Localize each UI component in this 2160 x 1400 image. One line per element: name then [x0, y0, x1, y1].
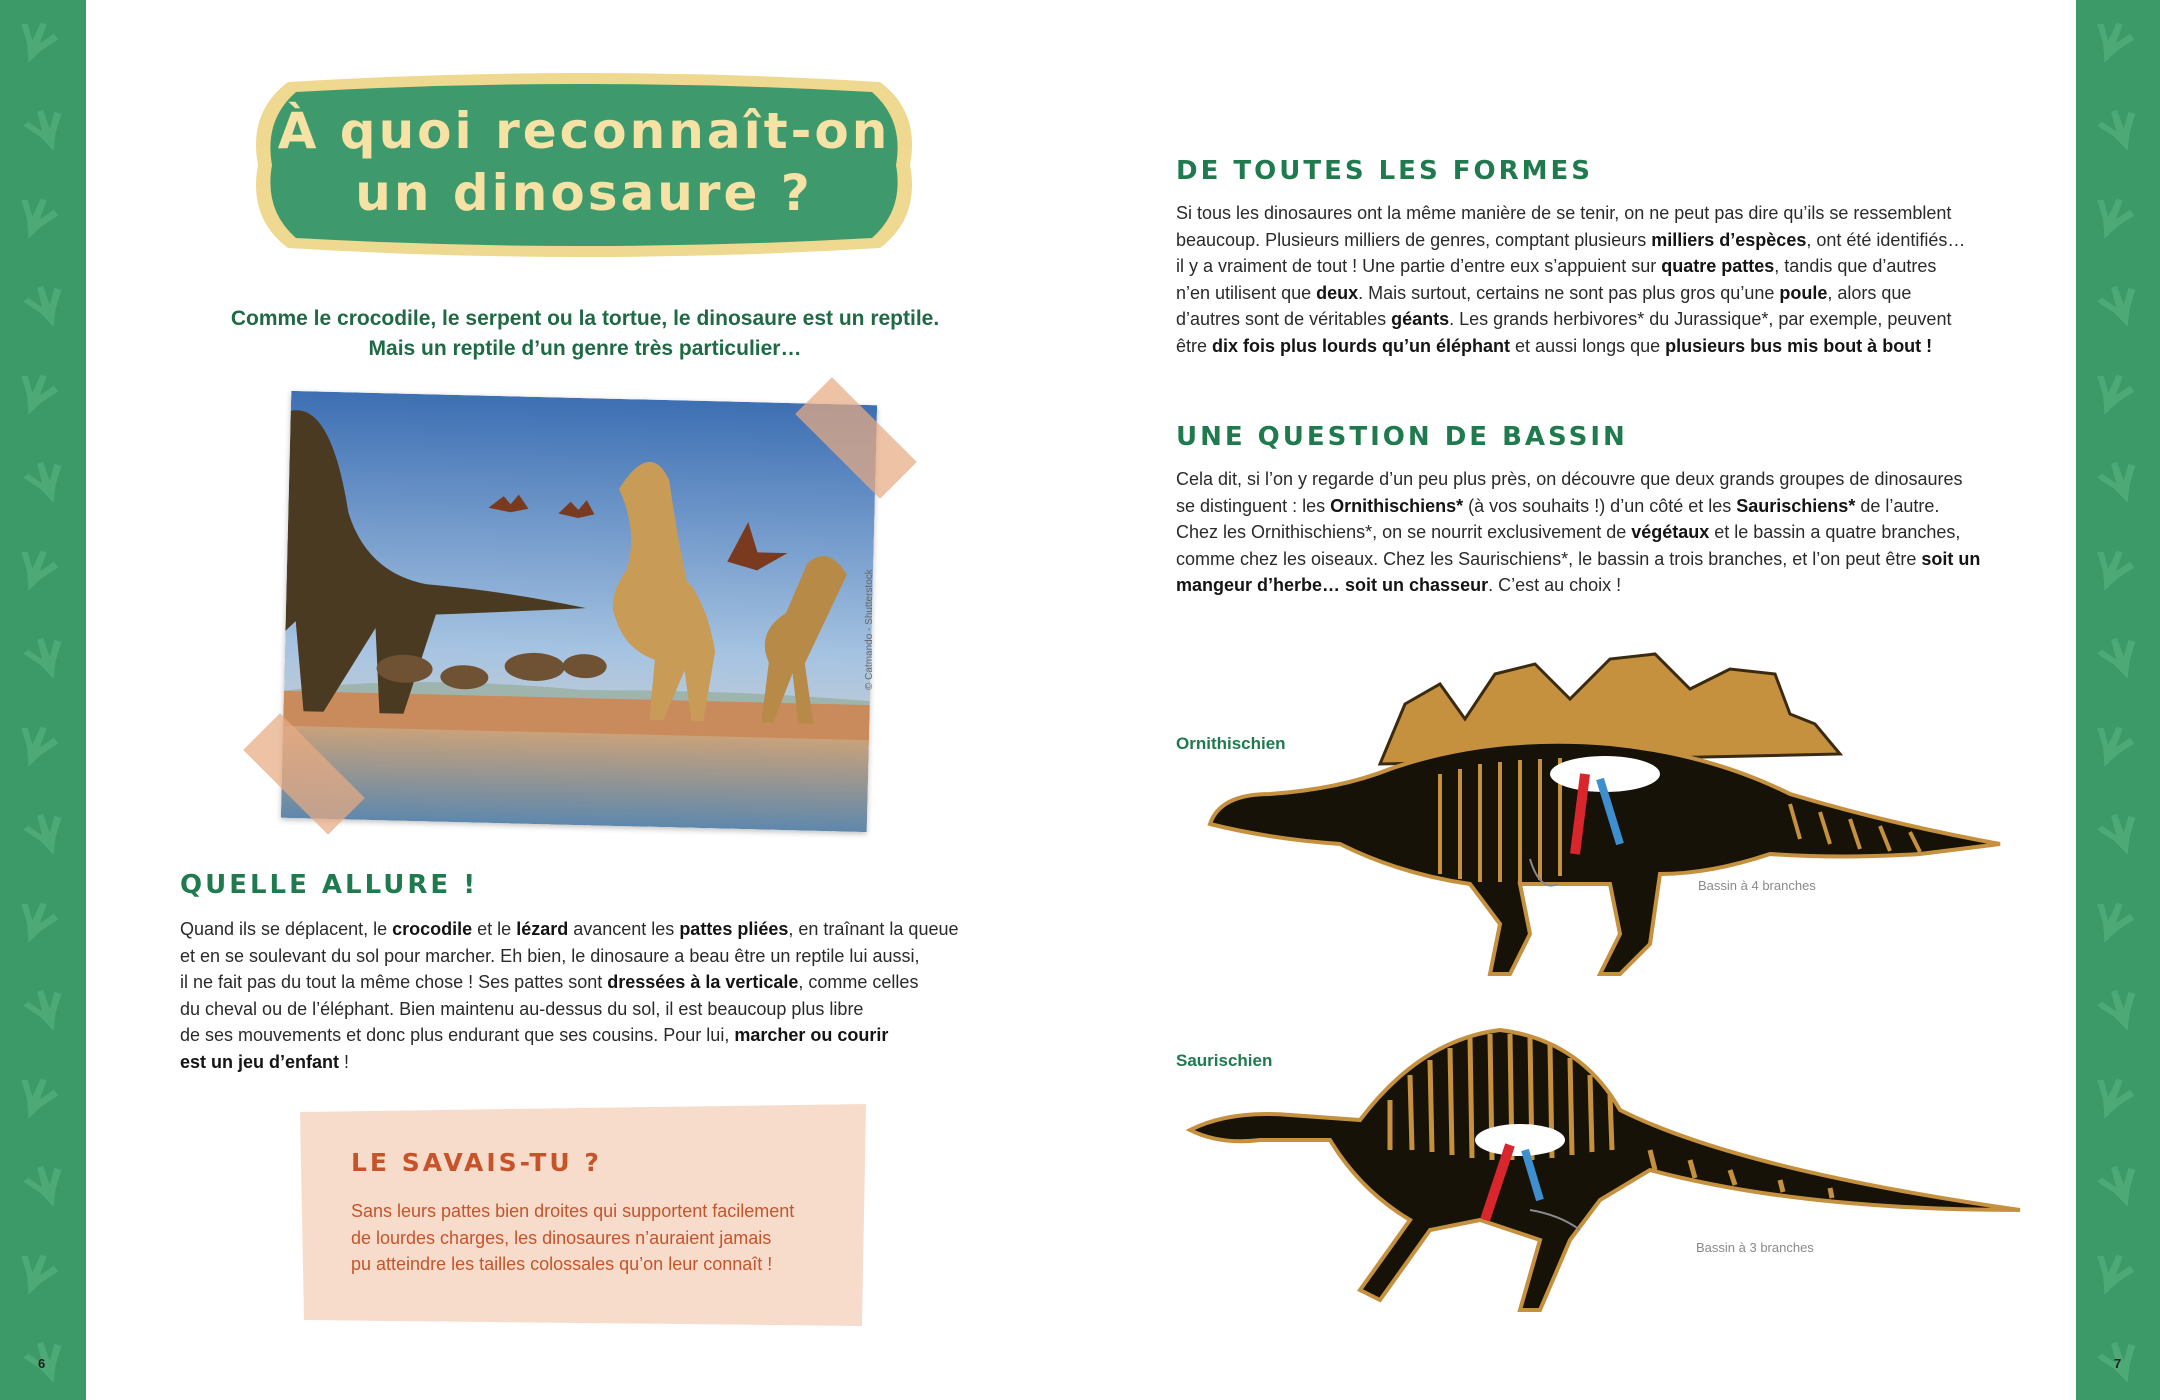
- page-number-right: 7: [2114, 1356, 2122, 1371]
- text-line: il y a vraiment de tout ! Une partie d’entre eux s’appuient sur quatre pattes, tandis que d’autres: [1176, 256, 1937, 277]
- text-line: il ne fait pas du tout la même chose ! Ses pattes sont dressées à la verticale, comme celles: [180, 972, 919, 993]
- footprint-icon: [10, 544, 62, 597]
- bold-term: quatre pattes: [1661, 256, 1775, 277]
- note-bassin-3-branches: Bassin à 3 branches: [1696, 1240, 1814, 1255]
- fact-box-text: [351, 1198, 831, 1278]
- paragraph-formes: [1176, 200, 2006, 360]
- bold-term: milliers d’espèces: [1651, 229, 1807, 250]
- paragraph-bassin: [1176, 466, 2006, 599]
- footprint-pattern-left: [0, 0, 86, 1400]
- footprint-icon: [10, 368, 62, 421]
- text-line: de ses mouvements et donc plus endurant que ses cousins. Pour lui, marcher ou courir: [180, 1025, 889, 1046]
- right-border: [2076, 0, 2160, 1400]
- fact-line: Sans leurs pattes bien droites qui supportent facilement: [351, 1201, 795, 1221]
- fact-box-title: LE SAVAIS-TU ?: [351, 1148, 602, 1177]
- footprint-icon: [2094, 1160, 2146, 1213]
- bold-term: dix fois plus lourds qu’un éléphant: [1212, 335, 1511, 356]
- left-border: [0, 0, 86, 1400]
- heading-quelle-allure: QUELLE ALLURE !: [180, 870, 479, 900]
- spinosaurus-skeleton: [1180, 1020, 2030, 1320]
- footprint-icon: [20, 1160, 72, 1213]
- fact-line: de lourdes charges, les dinosaures n’auraient jamais: [351, 1227, 772, 1248]
- footprint-icon: [2086, 1072, 2138, 1125]
- note-bassin-4-branches: Bassin à 4 branches: [1698, 878, 1816, 893]
- footprint-icon: [20, 104, 72, 157]
- text-line: est un jeu d’enfant !: [180, 1051, 350, 1072]
- footprint-icon: [20, 1336, 72, 1389]
- footprint-icon: [10, 16, 62, 69]
- footprint-icon: [10, 720, 62, 773]
- footprint-pattern-right: [2076, 0, 2160, 1400]
- bold-term: plusieurs bus mis bout à bout !: [1665, 335, 1933, 356]
- footprint-icon: [20, 984, 72, 1037]
- page-number-left: 6: [38, 1356, 46, 1371]
- page-title: [248, 100, 920, 224]
- fact-line: pu atteindre les tailles colossales qu’on leur connaît !: [351, 1254, 773, 1275]
- bold-term: marcher ou courir: [734, 1025, 889, 1046]
- photo-credit: © Catmando - Shutterstock: [864, 569, 875, 690]
- text-line: se distinguent : les Ornithischiens* (à vos souhaits !) d’un côté et les Saurischiens* de l’autre.: [1176, 495, 1940, 516]
- footprint-icon: [2094, 632, 2146, 685]
- intro-line-2: Mais un reptile d’un genre très particulier…: [368, 337, 802, 360]
- footprint-icon: [20, 456, 72, 509]
- text-line: être dix fois plus lourds qu’un éléphant et aussi longs que plusieurs bus mis bout à bout !: [1176, 335, 1933, 356]
- footprint-icon: [20, 280, 72, 333]
- footprint-icon: [2086, 192, 2138, 245]
- text-line: du cheval ou de l’éléphant. Bien maintenu au-dessus du sol, il est beaucoup plus libre: [180, 998, 864, 1019]
- footprint-icon: [20, 632, 72, 685]
- bold-term: végétaux: [1631, 522, 1710, 543]
- heading-une-question-de-bassin: UNE QUESTION DE BASSIN: [1176, 422, 1628, 452]
- footprint-icon: [10, 1248, 62, 1301]
- title-line-2: un dinosaure ?: [355, 164, 813, 222]
- text-line: Chez les Ornithischiens*, on se nourrit exclusivement de végétaux et le bassin a quatre branches,: [1176, 522, 1961, 543]
- text-line: comme chez les oiseaux. Chez les Saurischiens*, le bassin a trois branches, et l’on peut être soit un: [1176, 548, 1981, 569]
- text-line: et en se soulevant du sol pour marcher. Eh bien, le dinosaure a beau être un reptile lui aussi,: [180, 945, 920, 966]
- footprint-icon: [2086, 368, 2138, 421]
- footprint-icon: [2094, 984, 2146, 1037]
- footprint-icon: [2086, 16, 2138, 69]
- title-line-1: À quoi reconnaît-on: [277, 102, 891, 160]
- footprint-icon: [20, 808, 72, 861]
- bold-term: deux: [1316, 282, 1359, 303]
- footprint-icon: [2086, 896, 2138, 949]
- label-saurischien: Saurischien: [1176, 1051, 1273, 1070]
- footprint-icon: [2094, 280, 2146, 333]
- bold-term: Saurischiens*: [1736, 495, 1856, 516]
- bold-term: Ornithischiens*: [1330, 495, 1464, 516]
- paragraph-allure: [180, 916, 970, 1076]
- bold-term: poule: [1779, 282, 1828, 303]
- text-line: n’en utilisent que deux. Mais surtout, certains ne sont pas plus gros qu’une poule, alors que: [1176, 282, 1912, 303]
- bold-term: mangeur d’herbe… soit un chasseur: [1176, 575, 1489, 596]
- bold-term: crocodile: [392, 919, 473, 939]
- label-ornithischien: Ornithischien: [1176, 734, 1286, 753]
- dinosaur-photo: [281, 391, 877, 832]
- stegosaurus-skeleton: [1190, 644, 2020, 984]
- intro-text: [210, 304, 960, 364]
- bold-term: est un jeu d’enfant: [180, 1051, 340, 1072]
- footprint-icon: [2094, 104, 2146, 157]
- text-line: Si tous les dinosaures ont la même manière de se tenir, on ne peut pas dire qu’ils se ressemblent: [1176, 203, 1952, 223]
- bold-term: pattes pliées: [679, 919, 789, 939]
- footprint-icon: [2086, 544, 2138, 597]
- text-line: d’autres sont de véritables géants. Les grands herbivores* du Jurassique*, par exemple, peuvent: [1176, 309, 1952, 330]
- intro-line-1: Comme le crocodile, le serpent ou la tortue, le dinosaure est un reptile.: [230, 307, 940, 330]
- footprint-icon: [2086, 1248, 2138, 1301]
- footprint-icon: [10, 192, 62, 245]
- bold-term: lézard: [516, 919, 569, 939]
- text-line: mangeur d’herbe… soit un chasseur. C’est au choix !: [1176, 575, 1622, 596]
- footprint-icon: [10, 896, 62, 949]
- text-line: Quand ils se déplacent, le crocodile et le lézard avancent les pattes pliées, en traînant la queue: [180, 919, 959, 939]
- heading-de-toutes-les-formes: DE TOUTES LES FORMES: [1176, 156, 1593, 186]
- text-line: Cela dit, si l’on y regarde d’un peu plus près, on découvre que deux grands groupes de dinosaures: [1176, 469, 1963, 489]
- bold-term: soit un: [1921, 548, 1981, 569]
- bold-term: dressées à la verticale: [607, 972, 799, 993]
- text-line: beaucoup. Plusieurs milliers de genres, comptant plusieurs milliers d’espèces, ont été identifiés…: [1176, 229, 1966, 250]
- footprint-icon: [2086, 720, 2138, 773]
- footprint-icon: [10, 1072, 62, 1125]
- bold-term: géants: [1391, 309, 1450, 330]
- footprint-icon: [2094, 456, 2146, 509]
- footprint-icon: [2094, 808, 2146, 861]
